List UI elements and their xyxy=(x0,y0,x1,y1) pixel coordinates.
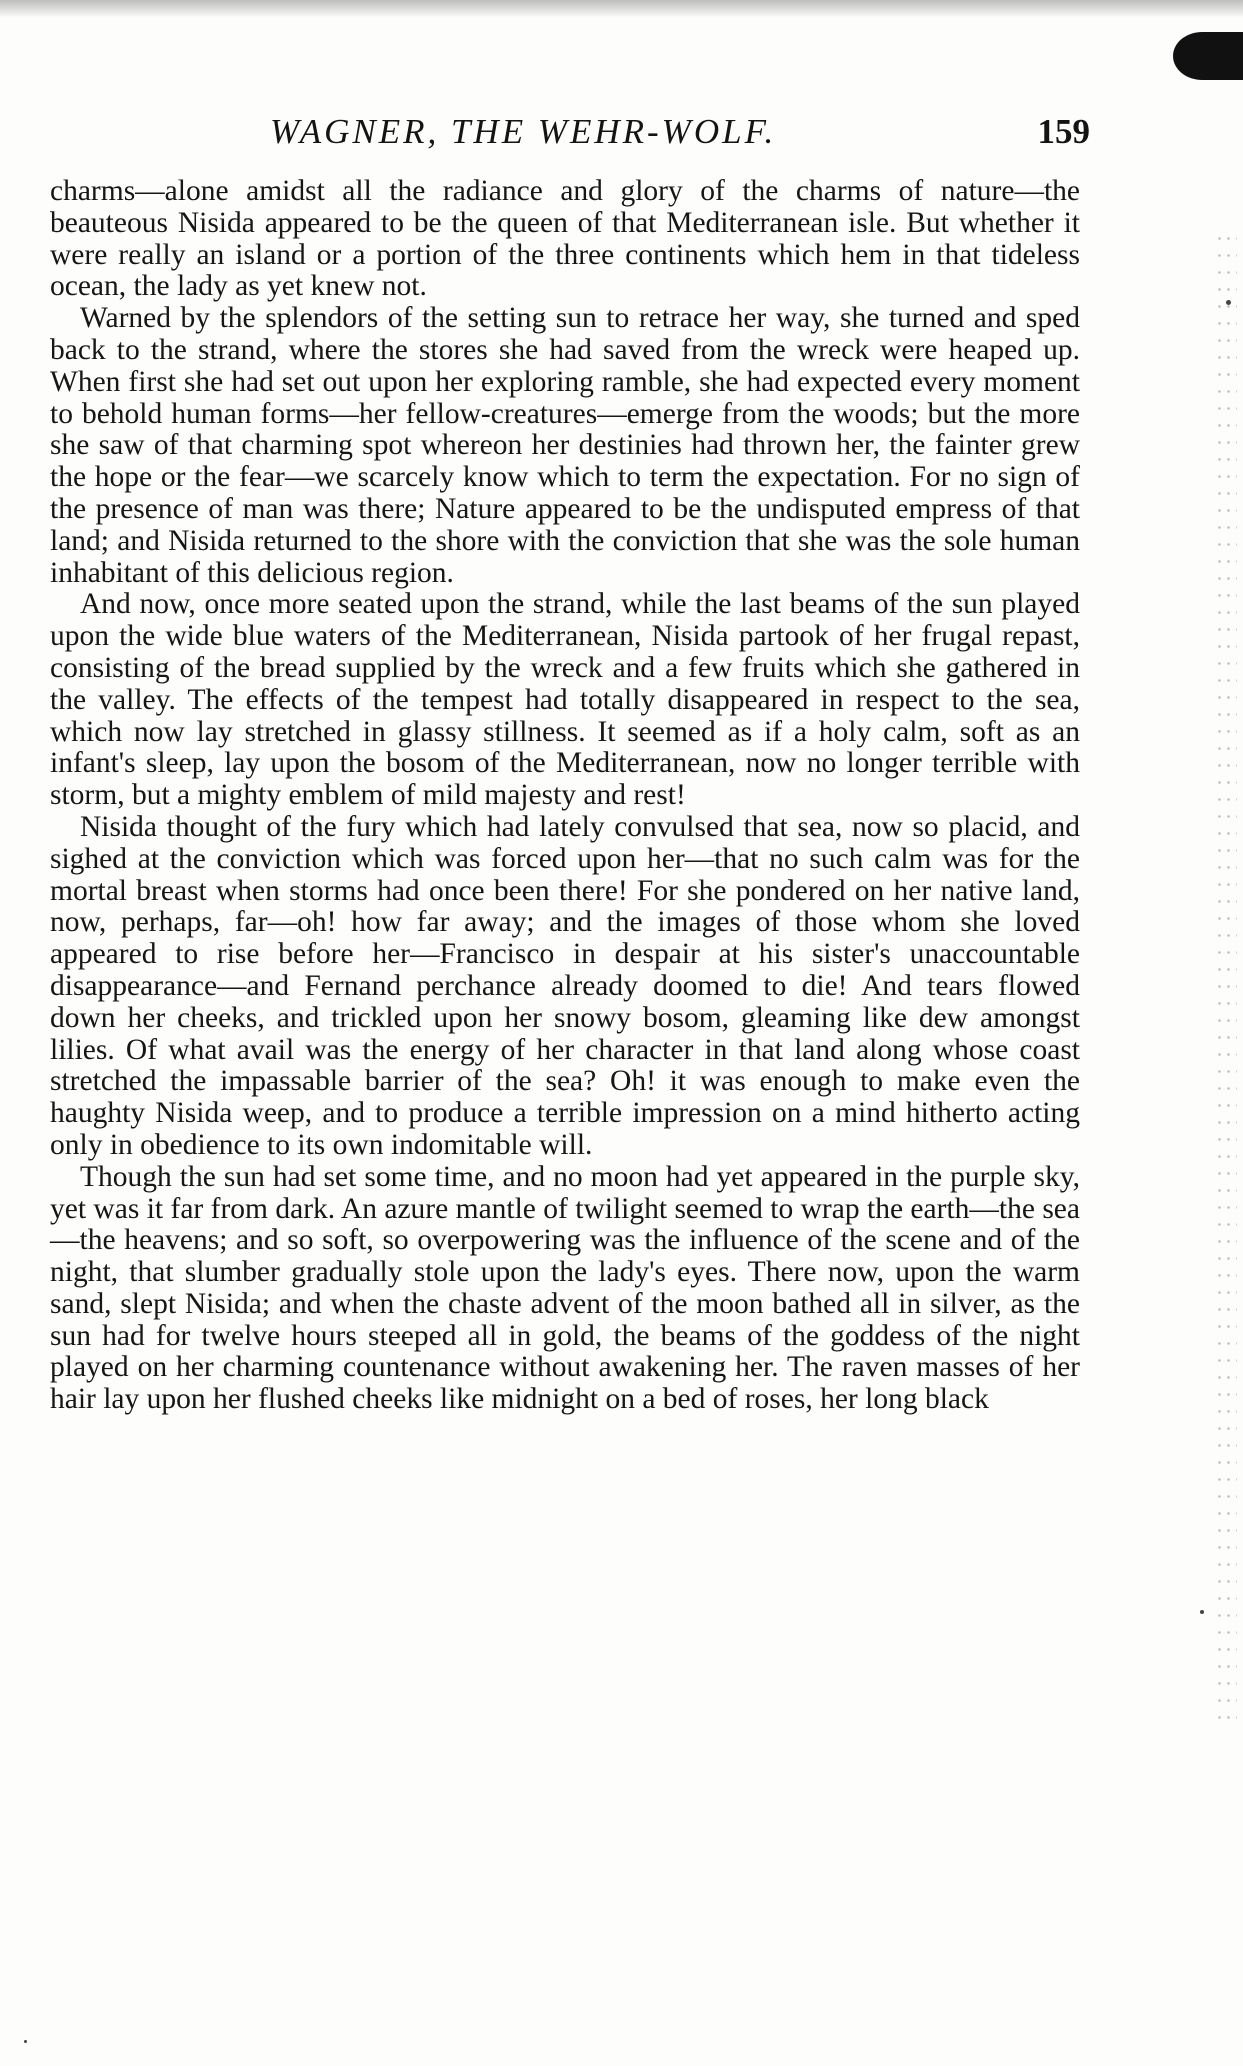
scan-edge-dots xyxy=(1215,230,1237,1730)
scan-edge-noise xyxy=(0,0,1243,18)
running-title: WAGNER, THE WEHR-WOLF. xyxy=(270,112,777,151)
page-header xyxy=(270,112,1090,162)
page-number: 159 xyxy=(1037,112,1090,151)
speck xyxy=(1200,1610,1204,1614)
speck xyxy=(24,2040,27,2043)
paragraph: charms—alone amidst all the radiance and glory of the charms of nature—the beauteous Nisida appeared to be the queen of that Mediterranean isle. But whether it were really an island or a portion of the three continents which hem in that tideless ocean, the lady as yet knew not. xyxy=(50,175,1080,303)
speck xyxy=(1226,300,1231,305)
paragraph: Warned by the splendors of the setting sun to retrace her way, she turned and sped back to the strand, where the stores she had saved from the wreck were heaped up. When first she had set out upon her exploring ramble, she had expected every moment to behold human forms—her fellow-creatures—emerge from the woods; but the more she saw of that charming spot whereon her destinies had thrown her, the fainter grew the hope or the fear—we scarcely know which to term the expectation. For no sign of the presence of man was there; Nature appeared to be the undisputed empress of that land; and Nisida returned to the shore with the conviction that she was the sole human inhabitant of this delicious region. xyxy=(50,302,1080,589)
body-text xyxy=(50,176,1080,1416)
paragraph: Though the sun had set some time, and no moon had yet appeared in the purple sky, yet was it far from dark. An azure mantle of twilight seemed to wrap the earth—the sea—the heavens; and so soft, so overpowering was the influence of the scene and of the night, that slumber gradually stole upon the lady's eyes. There now, upon the warm sand, slept Nisida; and when the chaste advent of the moon bathed all in silver, as the sun had for twelve hours steeped all in gold, the beams of the goddess of the night played on her charming countenance without awakening her. The raven masses of her hair lay upon her flushed cheeks like midnight on a bed of roses, her long black xyxy=(50,1160,1080,1416)
ink-blot xyxy=(1173,32,1243,80)
paragraph: Nisida thought of the fury which had lately convulsed that sea, now so placid, and sighed at the conviction which was forced upon her—that no such calm was for the mortal breast when storms had once been there! For she pondered on her native land, now, perhaps, far—oh! how far away; and the images of those whom she loved appeared to rise before her—Francisco in despair at his sister's unaccountable disappearance—and Fernand perchance already doomed to die! And tears flowed down her cheeks, and trickled upon her snowy bosom, gleaming like dew amongst lilies. Of what avail was the energy of her character in that land along whose coast stretched the impassable barrier of the sea? Oh! it was enough to make even the haughty Nisida weep, and to produce a terrible impression on a mind hitherto acting only in obedience to its own indomitable will. xyxy=(50,810,1080,1161)
paragraph: And now, once more seated upon the strand, while the last beams of the sun played upon the wide blue waters of the Mediterranean, Nisida partook of her frugal repast, consisting of the bread supplied by the wreck and a few fruits which she gathered in the valley. The effects of the tempest had totally disappeared in respect to the sea, which now lay stretched in glassy stillness. It seemed as if a holy calm, soft as an infant's sleep, lay upon the bosom of the Mediterranean, now no longer terrible with storm, but a mighty emblem of mild majesty and rest! xyxy=(50,588,1080,812)
